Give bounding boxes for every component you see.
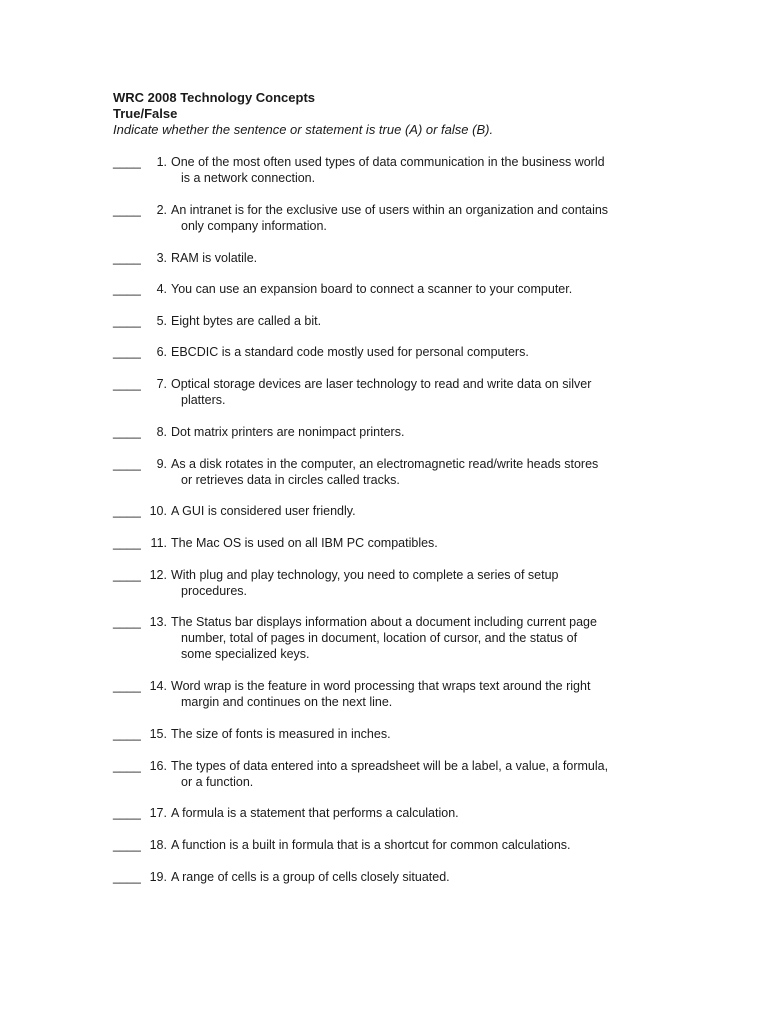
answer-blank[interactable]: ____: [113, 504, 141, 518]
answer-blank[interactable]: ____: [113, 838, 141, 852]
answer-blank[interactable]: ____: [113, 425, 141, 439]
answer-blank[interactable]: ____: [113, 759, 141, 773]
question-text: A GUI is considered user friendly.: [171, 504, 356, 518]
answer-blank[interactable]: ____: [113, 345, 141, 359]
question-number: 10.: [149, 504, 167, 518]
question-text: The size of fonts is measured in inches.: [171, 727, 391, 741]
question-text: You can use an expansion board to connect a scanner to your computer.: [171, 282, 573, 296]
answer-blank[interactable]: ____: [113, 536, 141, 550]
question-number: 7.: [156, 377, 167, 391]
question-number: 4.: [156, 282, 167, 296]
question-number: 19.: [149, 870, 167, 884]
question-number: 12.: [149, 568, 167, 582]
question-number: 6.: [156, 345, 167, 359]
question-number: 2.: [156, 203, 167, 217]
question-number: 17.: [149, 806, 167, 820]
question-text: Eight bytes are called a bit.: [171, 314, 322, 328]
answer-blank[interactable]: ____: [113, 870, 141, 884]
question-text: One of the most often used types of data communication in the business world is a network connection.: [171, 155, 605, 185]
question-number: 8.: [156, 425, 167, 439]
answer-blank[interactable]: ____: [113, 203, 141, 217]
question-number: 13.: [149, 615, 167, 629]
question-number: 5.: [156, 314, 167, 328]
question-text: RAM is volatile.: [171, 251, 258, 265]
question-text: The Mac OS is used on all IBM PC compatibles.: [171, 536, 438, 550]
answer-blank[interactable]: ____: [113, 806, 141, 820]
question-text: As a disk rotates in the computer, an electromagnetic read/write heads stores or retrieves data in circles called tracks.: [171, 457, 599, 487]
question-number: 11.: [150, 536, 167, 550]
section-heading: True/False: [113, 106, 178, 121]
answer-blank[interactable]: ____: [113, 568, 141, 582]
question-number: 3.: [156, 251, 167, 265]
answer-blank[interactable]: ____: [113, 457, 141, 471]
question-number: 15.: [149, 727, 167, 741]
question-text: The types of data entered into a spreadsheet will be a label, a value, a formula, or a function.: [171, 759, 609, 789]
answer-blank[interactable]: ____: [113, 377, 141, 391]
answer-blank[interactable]: ____: [113, 251, 141, 265]
question-text: Word wrap is the feature in word processing that wraps text around the right margin and continues on the next line.: [171, 679, 591, 709]
question-text: With plug and play technology, you need to complete a series of setup procedures.: [171, 568, 559, 598]
instructions: Indicate whether the sentence or statement is true (A) or false (B).: [113, 122, 494, 137]
answer-blank[interactable]: ____: [113, 282, 141, 296]
question-number: 18.: [149, 838, 167, 852]
answer-blank[interactable]: ____: [113, 679, 141, 693]
question-text: Dot matrix printers are nonimpact printers.: [171, 425, 405, 439]
question-text: The Status bar displays information about a document including current page number, total of pages in document, location of cursor, and the status of some specialized keys.: [171, 615, 597, 661]
question-number: 14.: [149, 679, 167, 693]
answer-blank[interactable]: ____: [113, 727, 141, 741]
answer-blank[interactable]: ____: [113, 155, 141, 169]
question-number: 16.: [149, 759, 167, 773]
question-text: An intranet is for the exclusive use of users within an organization and contains only company information.: [171, 203, 609, 233]
question-text: A formula is a statement that performs a calculation.: [171, 806, 459, 820]
answer-blank[interactable]: ____: [113, 314, 141, 328]
document-header: [113, 90, 673, 138]
page-title: WRC 2008 Technology Concepts: [113, 90, 316, 105]
question-number: 9.: [156, 457, 167, 471]
question-text: EBCDIC is a standard code mostly used for personal computers.: [171, 345, 529, 359]
question-text: A range of cells is a group of cells closely situated.: [171, 870, 450, 884]
question-number: 1.: [156, 155, 167, 169]
answer-blank[interactable]: ____: [113, 615, 141, 629]
question-text: Optical storage devices are laser technology to read and write data on silver platters.: [171, 377, 592, 407]
question-text: A function is a built in formula that is a shortcut for common calculations.: [171, 838, 571, 852]
